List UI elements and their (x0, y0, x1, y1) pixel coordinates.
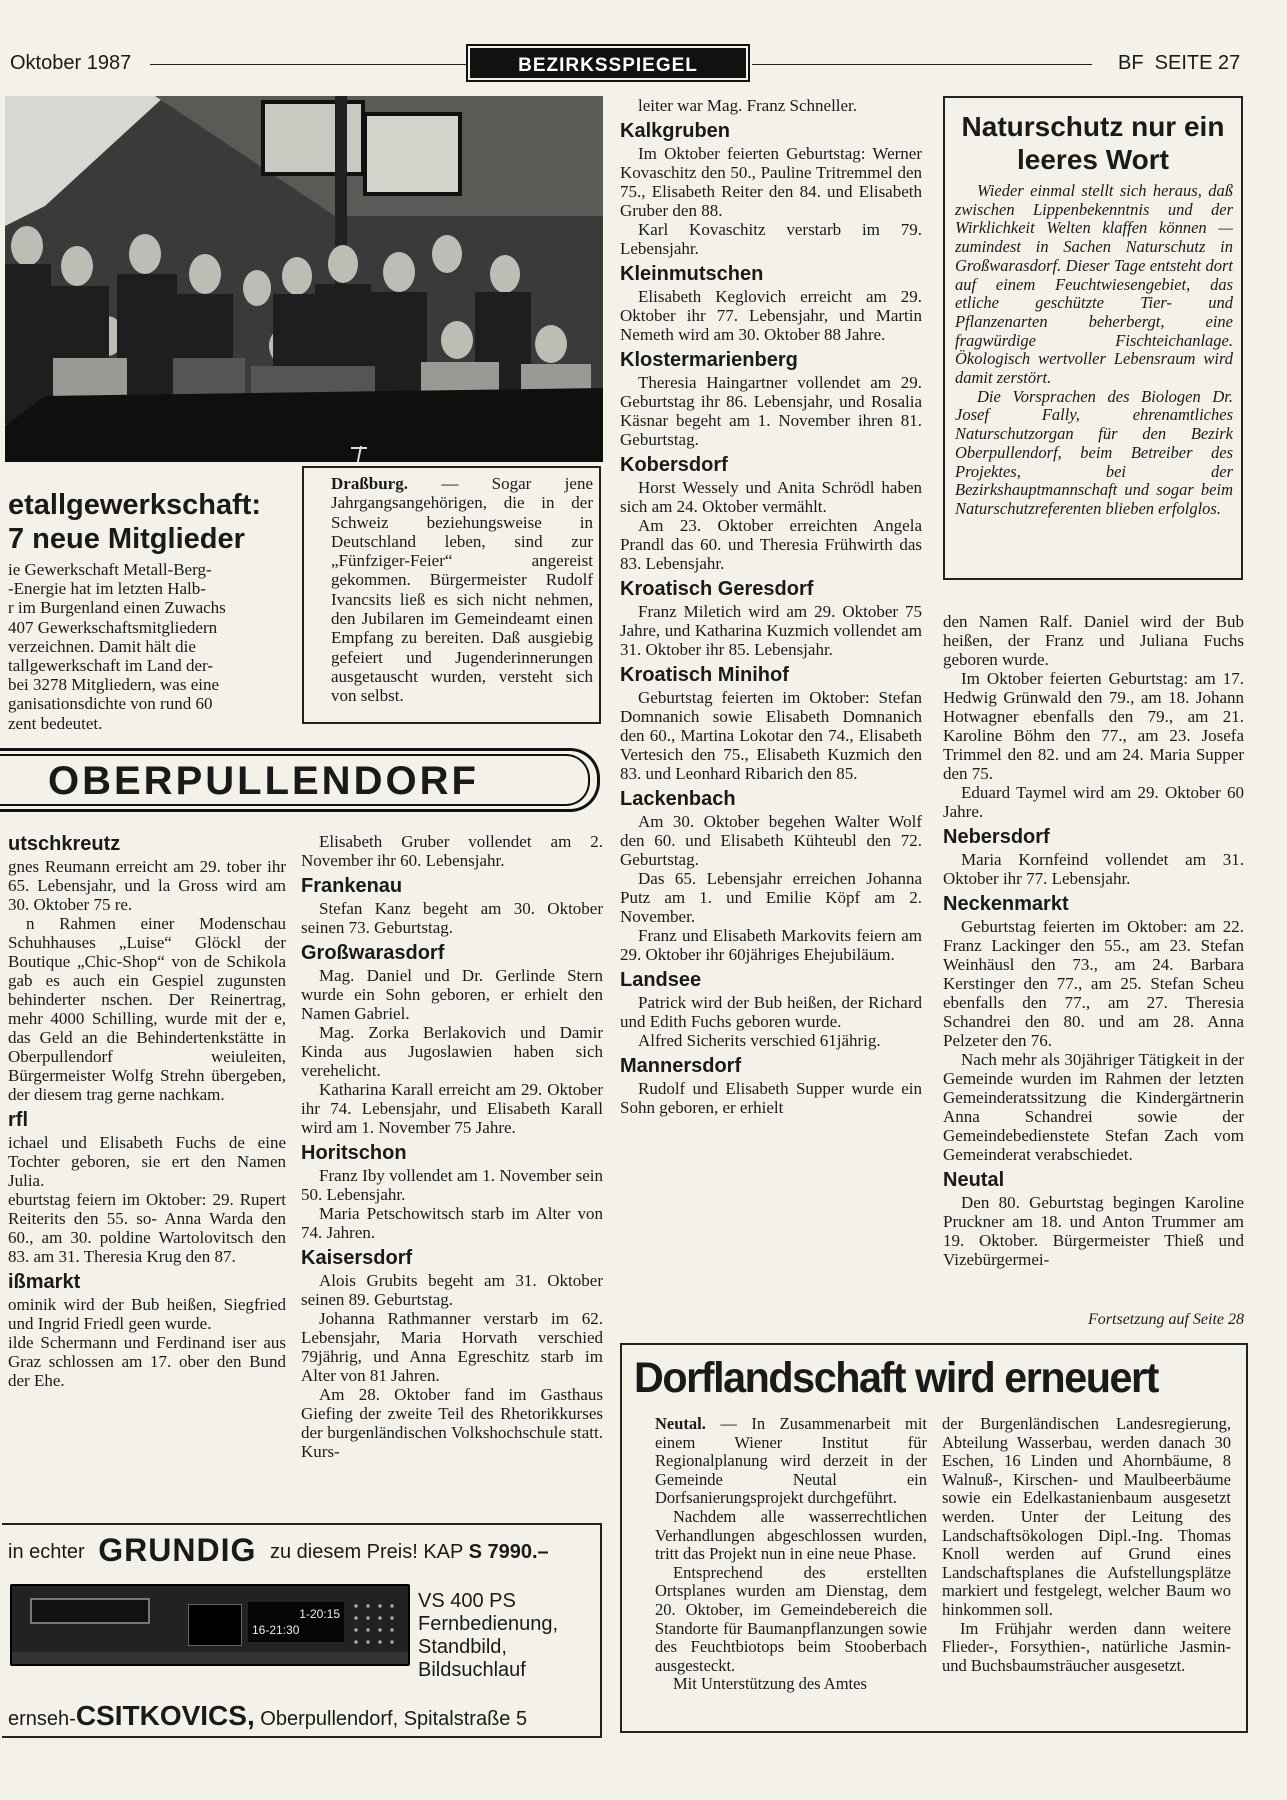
place-heading: ißmarkt (8, 1271, 81, 1293)
column-3 (620, 96, 922, 1117)
paragraph: Karl Kovaschitz verstarb im 79. Lebensjahr. (620, 220, 922, 258)
metall-headline-1: etallgewerkschaft: (8, 489, 262, 521)
ad-feature: Standbild, (418, 1636, 507, 1658)
paragraph: Geburtstag feierten im Oktober: Stefan Domnanich sowie Elisabeth Domnanich den 60., Martina Lokotar den 74., Elisabeth Vertesich den 75., Elisabeth Kuzmich den 83. und Leonhard Ribarich den 85. (620, 688, 922, 783)
paragraph: den Namen Ralf. Daniel wird der Bub heißen, der Franz und Juliana Fuchs geboren wurde. (943, 612, 1244, 669)
place-heading: Kleinmutschen (620, 263, 764, 285)
paragraph: Den 80. Geburtstag begingen Karoline Pruckner am 18. und Anton Trummer am 19. Oktober. Bürgermeister Thieß und Vizebürgermei- (943, 1193, 1244, 1269)
paragraph: der Burgenländischen Landesregierung, Abteilung Wasserbau, werden danach 30 Eschen, 16 Linden und Ahornbäume, 8 Walnuß-, Kirschen- und Maulbeerbäume sowie ein Edelkastanienbaum ausgesetzt werden. Unter der Leitung des Landschaftsökologen Dipl.-Ing. Thomas Knoll werden auf Grund eines Landschaftsplanes die Aufstellungsplätze markiert und festgelegt, welcher Baum wo hinkommen soll. (942, 1415, 1231, 1619)
place-heading: Kobersdorf (620, 454, 728, 476)
naturschutz-body (955, 182, 1233, 519)
ad-feature: Fernbedienung, (418, 1613, 559, 1635)
header-date: Oktober 1987 (10, 52, 132, 74)
column-1 (8, 828, 286, 1390)
paragraph: Johanna Rathmanner verstarb im 62. Lebensjahr, Maria Horvath verschied 79jährig, und Anna Egreschitz starb im Alter von 81 Jahren. (301, 1309, 603, 1385)
dorflandschaft-col-2 (942, 1415, 1231, 1675)
place-heading: Landsee (620, 969, 702, 991)
place-heading: Kaisersdorf (301, 1247, 413, 1269)
paragraph: Maria Petschowitsch starb im Alter von 74. Jahren. (301, 1204, 603, 1242)
drassburg-body: — Sogar jene Jahrgangsangehörigen, die in der Schweiz beziehungsweise in Deutschland leben, sind zur „Fünfziger-Feier“ angereist gekommen. Bürgermeister Rudolf Ivancsits ließ es sich nicht nehmen, den Jubilaren im Gemeindeamt einen Empfang zu bereiten. Daß ausgiebig gefeiert und Jugenderinnerungen ausgetauscht wurden, versteht sich von selbst. (331, 474, 593, 706)
ad-headline (8, 1534, 600, 1568)
paragraph: Eduard Taymel wird am 29. Oktober 60 Jahre. (943, 783, 1244, 821)
paragraph: Im Oktober feierten Geburtstag: am 17. Hedwig Grünwald den 79., am 18. Johann Hotwagner ebenfalls den 79., am 21. Karoline Böhm den 77., am 23. Josefa Trimmel den 82. und am 24. Maria Supper den 75. (943, 669, 1244, 783)
place-heading: Neckenmarkt (943, 893, 1069, 915)
paragraph: Geburtstag feierten im Oktober: am 22. Franz Lackinger den 55., am 23. Stefan Weinhäusl den 73., am 24. Barbara Kerstinger den 77., am 25. Stefan Scheu ebenfalls den 77., am 27. Theresia Schandrei den 80. und am 28. Anna Pelzeter den 76. (943, 917, 1244, 1050)
ad-shop-name: CSITKOVICS, (75, 1700, 255, 1731)
paragraph: ominik wird der Bub heißen, Siegfried und Ingrid Friedl geen wurde. (8, 1295, 286, 1333)
paragraph: Stefan Kanz begeht am 30. Oktober seinen 73. Geburtstag. (301, 899, 603, 937)
ad-model: VS 400 PS (418, 1590, 516, 1612)
paragraph: Franz Iby vollendet am 1. November sein 50. Lebensjahr. (301, 1166, 603, 1204)
paragraph: Mit Unterstützung des Amtes (673, 1674, 867, 1694)
paragraph: Maria Kornfeind vollendet am 31. Oktober ihr 77. Lebensjahr. (943, 850, 1244, 888)
place-heading: Kalkgruben (620, 120, 731, 142)
ad-shop-pre: ernseh- (8, 1708, 76, 1730)
paragraph: leiter war Mag. Franz Schneller. (638, 96, 858, 115)
paragraph: Am 23. Oktober erreichten Angela Prandl das 60. und Theresia Frühwirth das 83. Lebensjahr. (620, 516, 922, 573)
paragraph: Alois Grubits begeht am 31. Oktober seinen 89. Geburtstag. (301, 1271, 603, 1309)
page-number: BF SEITE 27 (1118, 52, 1241, 74)
paragraph: gnes Reumann erreicht am 29. tober ihr 65. Lebensjahr, und la Gross wird am 30. Oktober 75 re. (8, 857, 286, 914)
paragraph: ilde Schermann und Ferdinand iser aus Graz schlossen am 17. ober den Bund der Ehe. (8, 1333, 286, 1390)
paragraph: Nach mehr als 30jähriger Tätigkeit in der Gemeinde wurden im Rahmen der letzten Gemeinderatssitzung die Kindergärtnerin Anna Schandrei sowie der Gemeindebedienstete Stefan Zach vom Gemeinderat verabschiedet. (943, 1050, 1244, 1164)
dorf-lead-text: — In Zusammenarbeit mit einem Wiener Institut für Regionalplanung wird derzeit in der Gemeinde Neutal ein Dorfsanierungsprojekt durchgeführt. (655, 1415, 927, 1508)
paragraph: Franz und Elisabeth Markovits feiern am 29. Oktober ihr 60jähriges Ehejubiläum. (620, 926, 922, 964)
paragraph: Horst Wessely und Anita Schrödl haben sich am 24. Oktober vermählt. (620, 478, 922, 516)
paragraph: Mag. Zorka Berlakovich und Damir Kinda aus Jugoslawien haben sich verehelicht. (301, 1023, 603, 1080)
paragraph: Nachdem alle wasserrechtlichen Verhandlungen abgeschlossen wurden, tritt das Projekt nun in eine neue Phase. (655, 1506, 927, 1564)
paragraph: Im Frühjahr werden dann weitere Flieder-, Forsythien-, natürliche Jasmin- und Buchsbaumsträucher ausgesetzt. (942, 1618, 1231, 1675)
paragraph: Theresia Haingartner vollendet am 29. Geburtstag ihr 86. Lebensjahr, und Rosalia Käsnar begeht am 1. November ihren 81. Geburtstag. (620, 373, 922, 449)
place-heading: Großwarasdorf (301, 942, 445, 964)
header-rule-left (150, 64, 468, 65)
drassburg-text (331, 474, 593, 706)
ad-features (418, 1590, 598, 1682)
paragraph: Im Oktober feierten Geburtstag: Werner Kovaschitz den 50., Pauline Tritremmel den 75., Elisabeth Reiter den 84. und Elisabeth Gruber den 88. (620, 144, 922, 220)
vcr-image (10, 1584, 410, 1666)
region-banner (0, 748, 604, 816)
dorf-lead: Neutal. (655, 1415, 706, 1433)
drassburg-lead: Draßburg. (331, 474, 408, 493)
ad-price: S 7990.– (468, 1541, 549, 1563)
paragraph: Am 28. Oktober fand im Gasthaus Giefing der zweite Teil des Rhetorikkurses der burgenländischen Volkshochschule statt. Kurs- (301, 1385, 603, 1461)
paragraph: Elisabeth Keglovich erreicht am 29. Oktober ihr 77. Lebensjahr, und Martin Nemeth wird am 30. Oktober 88 Jahre. (620, 287, 922, 344)
paragraph: Die Vorsprachen des Biologen Dr. Josef Fally, ehrenamtliches Naturschutzorgan für den Bezirk Oberpullendorf, beim Betreiber des Projektes, bei der Bezirkshauptmannschaft und sogar beim Naturschutzreferenten blieben erfolglos. (955, 386, 1233, 518)
paragraph: Franz Miletich wird am 29. Oktober 75 Jahre, und Katharina Kuzmich vollendet am 31. Oktober ihr 85. Lebensjahr. (620, 602, 922, 659)
metall-body: ie Gewerkschaft Metall-Berg- -Energie hat im letzten Halb- r im Burgenland einen Zuwachs 407 Gewerkschaftsmitgliedern verzeichnen. Damit hält die tallgewerkschaft im Land der- bei 3278 Mitgliedern, was eine ganisationsdichte von rund 60 zent bedeutet. (8, 560, 226, 733)
column-4 (943, 612, 1244, 1269)
column-2 (301, 832, 603, 1461)
grundig-logo: GRUNDIG (98, 1534, 257, 1568)
place-heading: Nebersdorf (943, 826, 1050, 848)
place-heading: Frankenau (301, 875, 403, 897)
ad-pre: in echter (8, 1541, 85, 1563)
paragraph: Rudolf und Elisabeth Supper wurde ein Sohn geboren, er erhielt (620, 1079, 922, 1117)
group-photo-image (5, 96, 603, 462)
place-heading: utschkreutz (8, 833, 121, 855)
continued-note: Fortsetzung auf Seite 28 (1088, 1311, 1244, 1328)
paragraph: n Rahmen einer Modenschau Schuhhauses „Luise“ Glöckl der Boutique „Chic-Shop“ von de Schikola gab es auch ein Gespiel zugunsten behinderter nschen. Der Reinertrag, mehr 4000 Schilling, wurde mit der e, das Geld an die Behindertenkstätte in Oberpullendorf weiuleiten, Bürgermeister Wolfg Strehn übergeben, der diesem trag gerne nachkam. (8, 914, 286, 1104)
naturschutz-title: Naturschutz nur ein leeres Wort (961, 111, 1225, 175)
region-banner-title: OBERPULLENDORF (48, 759, 479, 803)
group-photo (5, 96, 603, 462)
vcr-display-1: 1-20:15 (299, 1607, 340, 1621)
paragraph: Am 30. Oktober begehen Walter Wolf den 60. und Elisabeth Kühteubl den 72. Geburtstag. (620, 812, 922, 869)
place-heading: Kroatisch Minihof (620, 664, 789, 686)
place-heading: Horitschon (301, 1142, 407, 1164)
metall-headline-2: 7 neue Mitglieder (8, 523, 245, 555)
paragraph: eburtstag feiern im Oktober: 29. Rupert Reiterits den 55. so- Anna Warda den 60., am 30. poldine Wartolovitsch den 83. am 31. Theresia Krug den 87. (8, 1190, 286, 1266)
place-heading: Lackenbach (620, 788, 736, 810)
ad-feature: Bildsuchlauf (418, 1659, 526, 1681)
header-rule-right (752, 64, 1092, 65)
place-heading: rfl (8, 1109, 28, 1131)
paragraph: Das 65. Lebensjahr erreichen Johanna Putz am 1. und Emilie Köpf am 2. November. (620, 869, 922, 926)
paragraph (655, 1415, 927, 1508)
ad-mid: zu diesem Preis! KAP (269, 1541, 463, 1563)
paragraph: Entsprechend des erstellten Ortsplanes wurden am Dienstag, dem 20. Oktober, im Gemeindebereich die Standorte für Baumanpflanzungen sowie des Feuchtbiotops beim Stooberbach ausgesteckt. (655, 1562, 927, 1675)
place-heading: Mannersdorf (620, 1055, 742, 1077)
paragraph: ichael und Elisabeth Fuchs de eine Tochter geboren, sie ert den Namen Julia. (8, 1133, 286, 1190)
place-heading: Neutal (943, 1169, 1005, 1191)
paragraph: Alfred Sicherits verschied 61jährig. (638, 1031, 881, 1050)
ad-shop-address: Oberpullendorf, Spitalstraße 5 (260, 1708, 528, 1730)
place-heading: Kroatisch Geresdorf (620, 578, 814, 600)
section-label: BEZIRKSSPIEGEL (470, 48, 746, 78)
dorflandschaft-title: Dorflandschaft wird erneuert (634, 1354, 1158, 1402)
paragraph: Wieder einmal stellt sich heraus, daß zwischen Lippenbekenntnis und der Wirklichkeit Welten klaffen können — zumindest in Sachen Naturschutz in Großwarasdorf. Dieser Tage entsteht dort auf einem Feuchtwiesengebiet, das etliche geschützte Tier- und Pflanzenarten beherbergt, eine fragwürdige Fischteichanlage. Ökologisch wertvoller Lebensraum wird damit zerstört. (955, 182, 1233, 388)
paragraph: Patrick wird der Bub heißen, der Richard und Edith Fuchs geboren wurde. (620, 993, 922, 1031)
vcr-display-2: 16-21:30 (252, 1623, 300, 1637)
dorflandschaft-col-1 (655, 1415, 927, 1694)
paragraph: Mag. Daniel und Dr. Gerlinde Stern wurde ein Sohn geboren, er erhielt den Namen Gabriel. (301, 966, 603, 1023)
paragraph: Katharina Karall erreicht am 29. Oktober ihr 74. Lebensjahr, und Elisabeth Karall wird am 1. November 75 Jahre. (301, 1080, 603, 1137)
paragraph: Elisabeth Gruber vollendet am 2. November ihr 60. Lebensjahr. (301, 832, 603, 870)
place-heading: Klostermarienberg (620, 349, 798, 371)
ad-shop-line (8, 1700, 600, 1735)
